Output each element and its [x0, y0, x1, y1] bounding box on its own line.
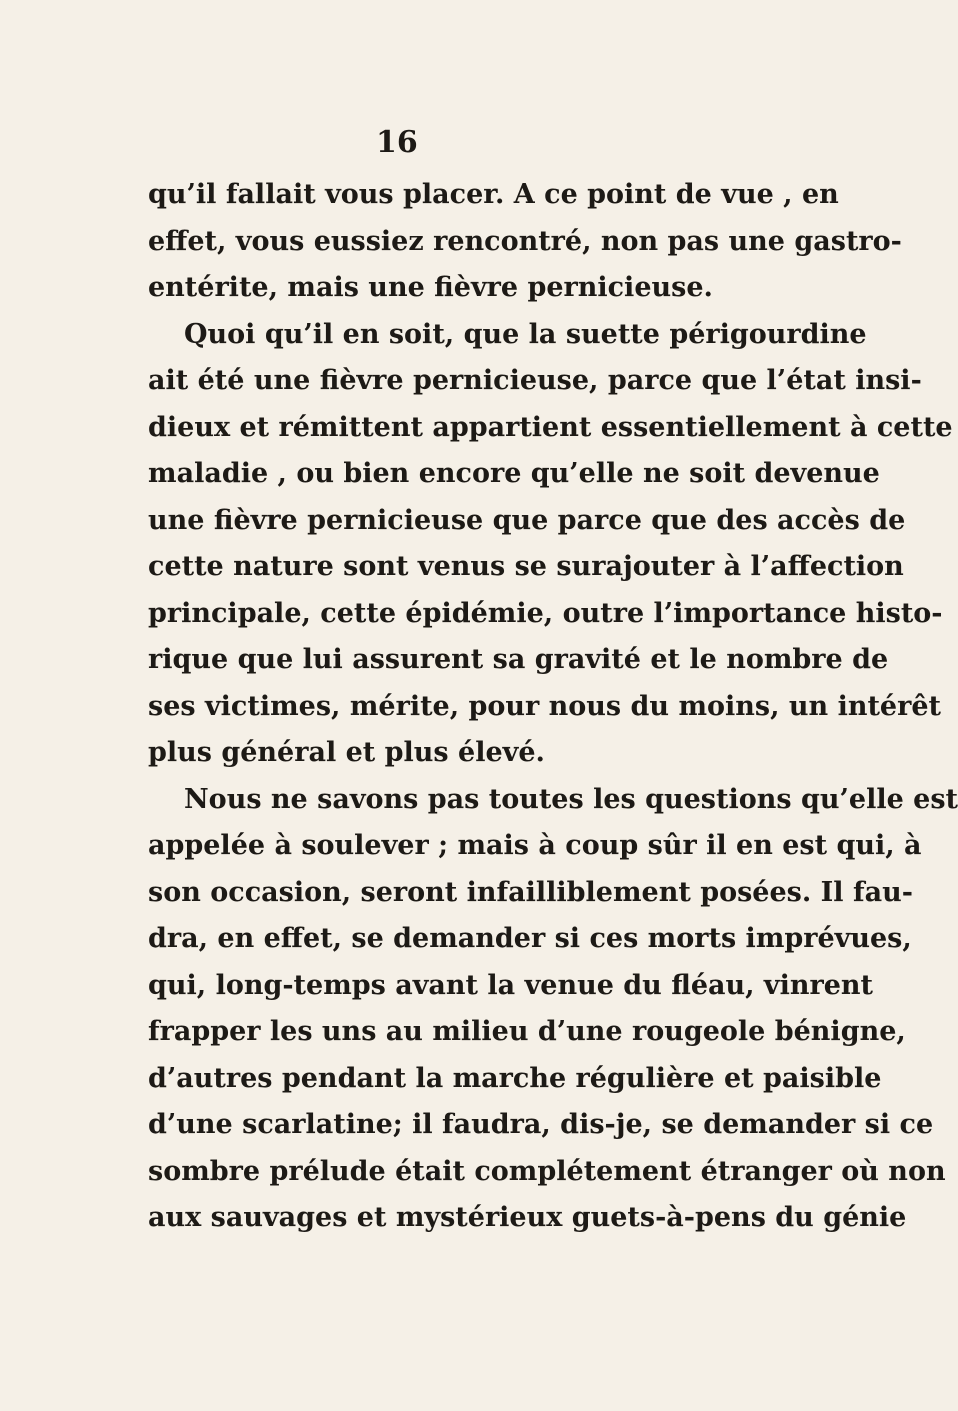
text-line: son occasion, seront infailliblement posées. Il fau-	[148, 876, 913, 908]
text-line: Quoi qu’il en soit, que la suette périgourdine	[184, 318, 867, 350]
text-line: dra, en effet, se demander si ces morts imprévues,	[148, 923, 912, 954]
text-line: qu’il fallait vous placer. A ce point de vue , en	[148, 179, 839, 210]
text-line: cette nature sont venus se surajouter à l’affection	[148, 551, 904, 582]
text-line: Nous ne savons pas toutes les questions qu’elle est	[184, 783, 958, 815]
text-line: une fièvre pernicieuse que parce que des accès de	[148, 504, 906, 536]
text-line: frapper les uns au milieu d’une rougeole bénigne,	[148, 1016, 906, 1047]
text-line: qui, long-temps avant la venue du fléau, vinrent	[148, 969, 874, 1001]
body-text	[148, 172, 958, 1242]
text-line: d’autres pendant la marche régulière et paisible	[148, 1062, 882, 1094]
text-line: plus général et plus élevé.	[148, 737, 545, 768]
text-line: principale, cette épidémie, outre l’importance histo-	[148, 597, 943, 629]
text-line: effet, vous eussiez rencontré, non pas une gastro-	[148, 225, 902, 257]
text-line: aux sauvages et mystérieux guets-à-pens du génie	[148, 1202, 907, 1233]
page-number: 16	[376, 125, 418, 160]
text-line: d’une scarlatine; il faudra, dis-je, se demander si ce	[148, 1109, 934, 1140]
text-line: maladie , ou bien encore qu’elle ne soit devenue	[148, 458, 880, 489]
text-line: appelée à soulever ; mais à coup sûr il en est qui, à	[148, 830, 922, 861]
text-line: ses victimes, mérite, pour nous du moins, un intérêt	[148, 690, 941, 722]
text-line: ait été une fièvre pernicieuse, parce que l’état insi-	[148, 365, 922, 396]
text-line: dieux et rémittent appartient essentiellement à cette	[148, 411, 953, 443]
text-line: entérite, mais une fièvre pernicieuse.	[148, 272, 713, 303]
text-line: rique que lui assurent sa gravité et le nombre de	[148, 644, 889, 675]
text-line: sombre prélude était complétement étranger où non	[148, 1155, 946, 1187]
